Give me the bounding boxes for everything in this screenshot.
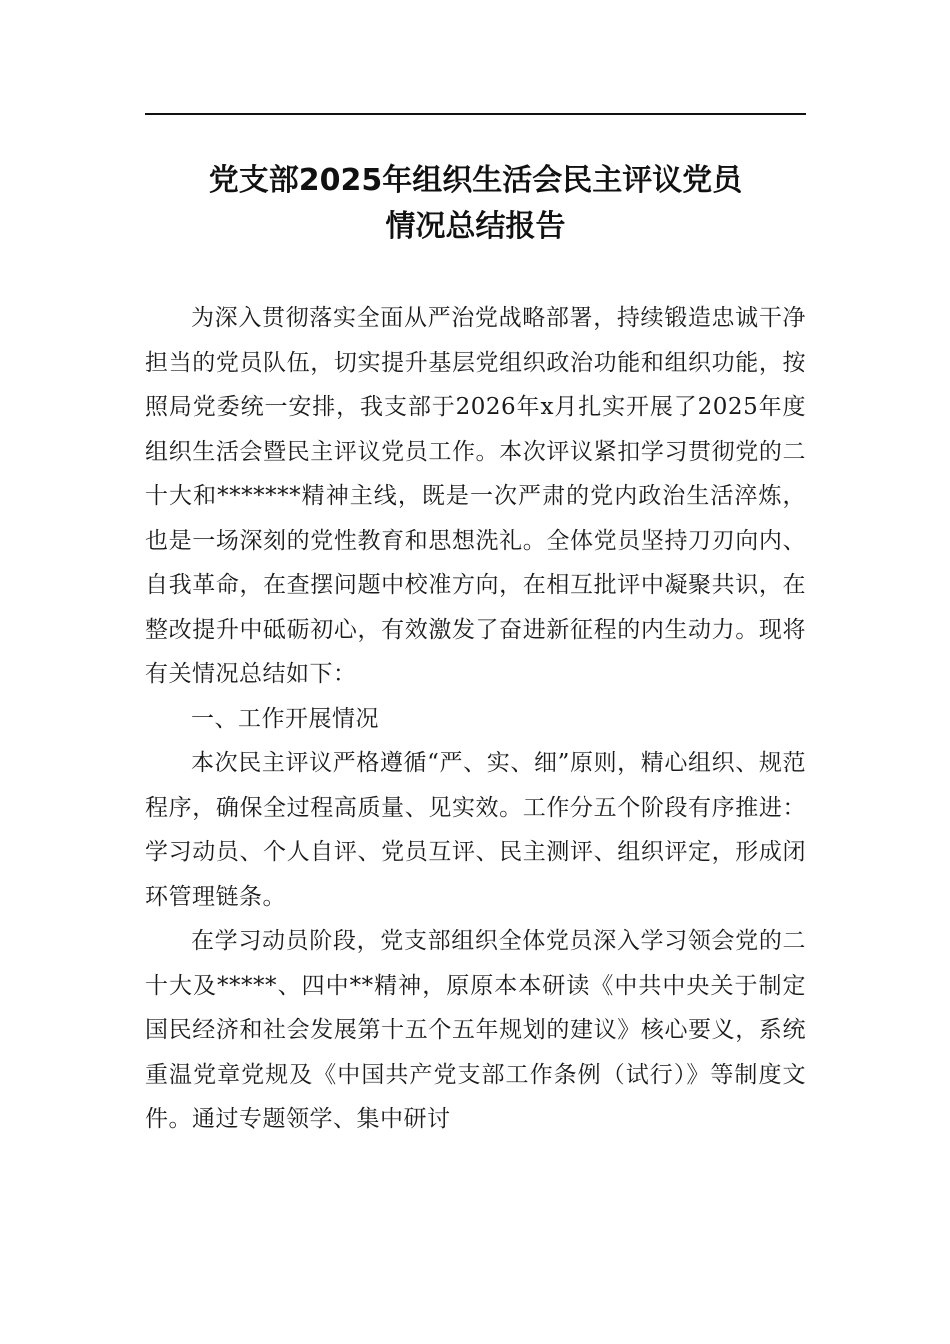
title-line-2: 情况总结报告 bbox=[385, 209, 566, 244]
paragraph-overview: 本次民主评议严格遵循“严、实、细”原则，精心组织、规范程序，确保全过程高质量、见实效。工作分五个阶段有序推进：学习动员、个人自评、党员互评、民主测评、组织评定，形成闭环管理链条。 bbox=[145, 750, 806, 910]
section-heading-1: 一、工作开展情况 bbox=[191, 705, 379, 732]
paragraph-study-mobilization: 在学习动员阶段，党支部组织全体党员深入学习领会党的二十大及*****、四中**精神，原原本本研读《中共中央关于制定国民经济和社会发展第十五个五年规划的建议》核心要义，系统重温党章党规及《中国共产党支部工作条例（试行）》等制度文件。通过专题领学、集中研讨 bbox=[145, 928, 806, 1132]
title-line-1: 党支部2025年组织生活会民主评议党员 bbox=[208, 163, 743, 198]
document-body bbox=[145, 296, 806, 1142]
document-title bbox=[145, 158, 806, 250]
header-rule bbox=[145, 113, 806, 115]
paragraph-intro: 为深入贯彻落实全面从严治党战略部署，持续锻造忠诚干净担当的党员队伍，切实提升基层党组织政治功能和组织功能，按照局党委统一安排，我支部于2026年x月扎实开展了2025年度组织生活会暨民主评议党员工作。本次评议紧扣学习贯彻党的二十大和*******精神主线，既是一次严肃的党内政治生活淬炼，也是一场深刻的党性教育和思想洗礼。全体党员坚持刀刃向内、自我革命，在查摆问题中校准方向，在相互批评中凝聚共识，在整改提升中砥砺初心，有效激发了奋进新征程的内生动力。现将有关情况总结如下： bbox=[145, 305, 806, 687]
